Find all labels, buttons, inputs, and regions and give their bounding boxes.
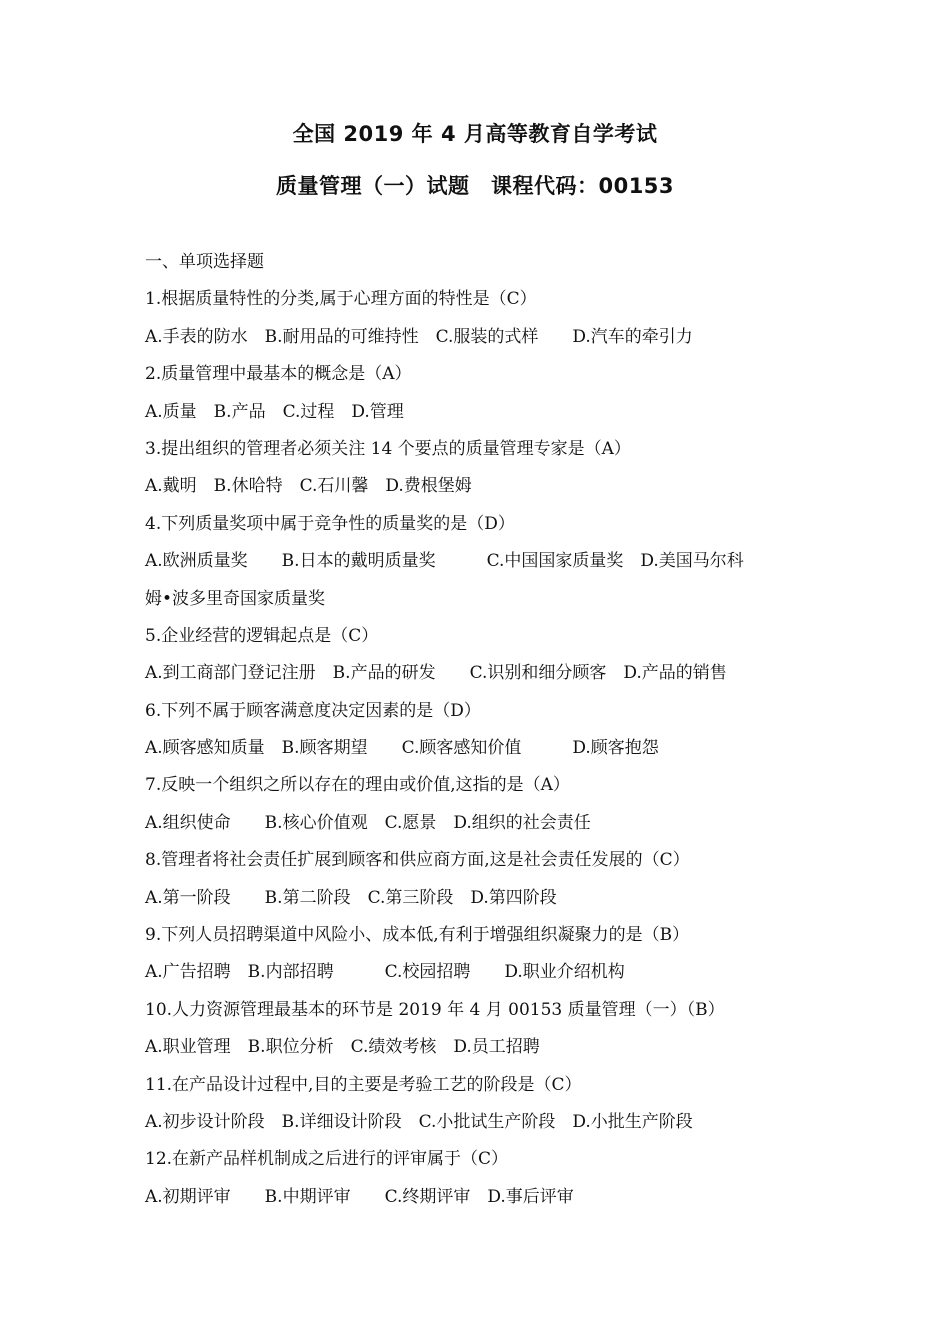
question-6: 6.下列不属于顾客满意度决定因素的是（D） (145, 700, 481, 721)
section-heading: 一、单项选择题 (145, 252, 264, 272)
question-3: 3.提出组织的管理者必须关注 14 个要点的质量管理专家是（A） (145, 438, 631, 459)
options-7: A.组织使命 B.核心价值观 C.愿景 D.组织的社会责任 (145, 812, 591, 833)
options-12: A.初期评审 B.中期评审 C.终期评审 D.事后评审 (145, 1186, 574, 1207)
question-2: 2.质量管理中最基本的概念是（A） (145, 364, 412, 385)
question-9: 9.下列人员招聘渠道中风险小、成本低,有利于增强组织凝聚力的是（B） (145, 925, 690, 946)
question-7: 7.反映一个组织之所以存在的理由或价值,这指的是（A） (145, 775, 570, 796)
question-4: 4.下列质量奖项中属于竞争性的质量奖的是（D） (145, 513, 515, 534)
exam-content (145, 244, 805, 1216)
options-6: A.顾客感知质量 B.顾客期望 C.顾客感知价值 D.顾客抱怨 (145, 738, 659, 759)
exam-subtitle: 质量管理（一）试题 课程代码：00153 (275, 174, 675, 198)
options-8: A.第一阶段 B.第二阶段 C.第三阶段 D.第四阶段 (145, 887, 557, 908)
options-1: A.手表的防水 B.耐用品的可维持性 C.服装的式样 D.汽车的牵引力 (145, 326, 693, 347)
question-1: 1.根据质量特性的分类,属于心理方面的特性是（C） (145, 289, 537, 310)
options-9: A.广告招聘 B.内部招聘 C.校园招聘 D.职业介绍机构 (145, 962, 625, 983)
options-11: A.初步设计阶段 B.详细设计阶段 C.小批试生产阶段 D.小批生产阶段 (145, 1111, 693, 1132)
question-12: 12.在新产品样机制成之后进行的评审属于（C） (145, 1149, 509, 1170)
options-3: A.戴明 B.休哈特 C.石川馨 D.费根堡姆 (145, 476, 472, 497)
options-2: A.质量 B.产品 C.过程 D.管理 (145, 401, 404, 422)
question-10: 10.人力资源管理最基本的环节是 2019 年 4 月 00153 质量管理（一）（B） (145, 999, 725, 1020)
options-4: A.欧洲质量奖 B.日本的戴明质量奖 C.中国国家质量奖 D.美国马尔科 (145, 551, 744, 572)
options-4-continued: 姆•波多里奇国家质量奖 (145, 588, 326, 609)
options-5: A.到工商部门登记注册 B.产品的研发 C.识别和细分顾客 D.产品的销售 (145, 663, 727, 684)
exam-title: 全国 2019 年 4 月高等教育自学考试 (292, 122, 658, 146)
question-8: 8.管理者将社会责任扩展到顾客和供应商方面,这是社会责任发展的（C） (145, 850, 690, 871)
question-5: 5.企业经营的逻辑起点是（C） (145, 625, 379, 646)
question-11: 11.在产品设计过程中,目的主要是考验工艺的阶段是（C） (145, 1074, 582, 1095)
options-10: A.职业管理 B.职位分析 C.绩效考核 D.员工招聘 (145, 1037, 540, 1058)
